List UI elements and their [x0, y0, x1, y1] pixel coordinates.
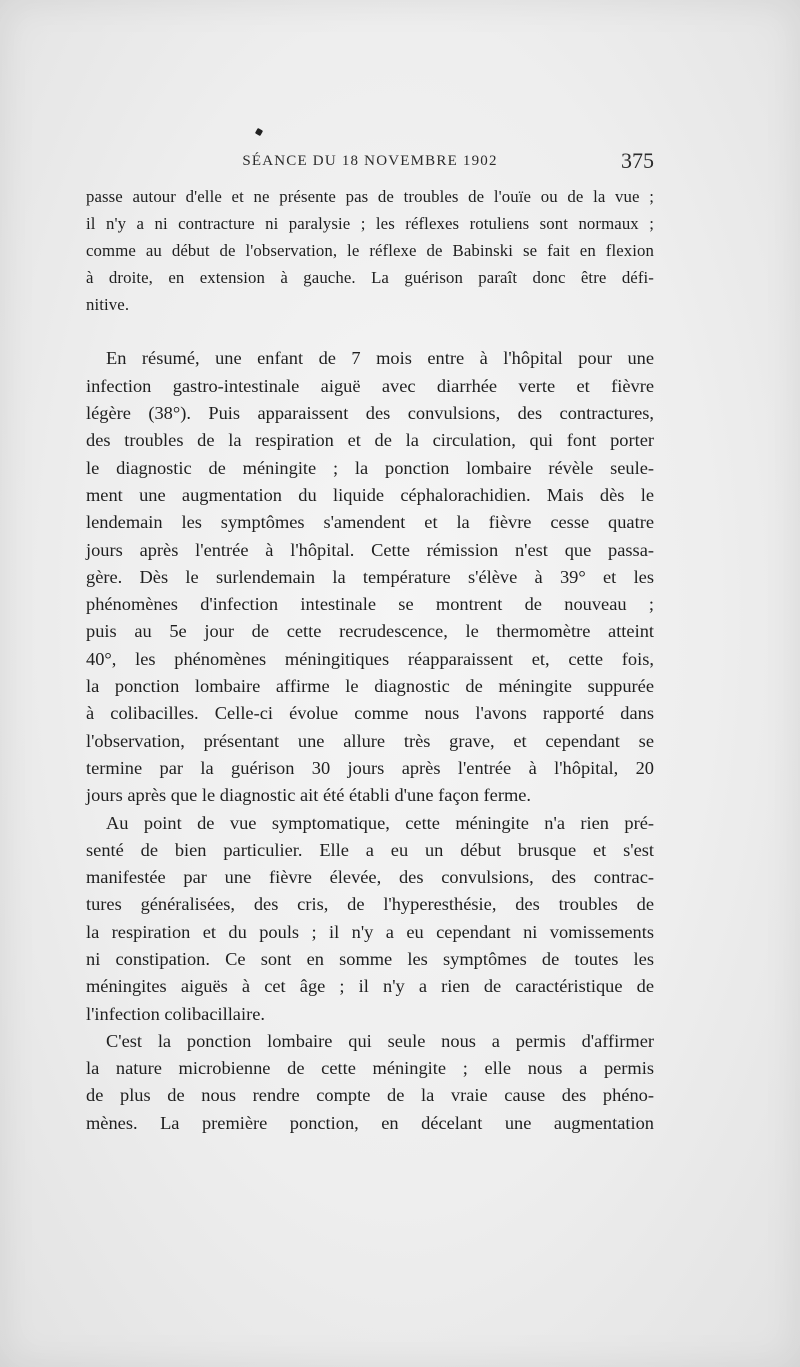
paragraph-resume: [86, 345, 654, 809]
body-text: [86, 183, 654, 1137]
paragraph-continuation: [86, 183, 654, 318]
text-line: méningites aiguës à cet âge ; il n'y a rien de caractéristique de: [86, 976, 654, 997]
text-line: termine par la guérison 30 jours après l'entrée à l'hôpital, 20: [86, 757, 654, 778]
text-line: nitive.: [86, 295, 130, 315]
text-line: la nature microbienne de cette méningite ; elle nous a permis: [86, 1058, 654, 1079]
text-line: tures généralisées, des cris, de l'hyperesthésie, des troubles de: [86, 894, 654, 915]
text-line: la ponction lombaire affirme le diagnostic de méningite suppurée: [86, 676, 654, 697]
text-line: de plus de nous rendre compte de la vraie cause des phéno-: [86, 1085, 654, 1106]
text-line: des troubles de la respiration et de la circulation, qui font porter: [86, 430, 654, 451]
paragraph-ponction: [86, 1028, 654, 1137]
text-line: le diagnostic de méningite ; la ponction lombaire révèle seule-: [86, 457, 654, 478]
text-line: l'infection colibacillaire.: [86, 1003, 265, 1024]
text-line: puis au 5e jour de cette recrudescence, le thermomètre atteint: [86, 621, 654, 642]
paragraph-spacer: [86, 318, 654, 345]
text-line: passe autour d'elle et ne présente pas de troubles de l'ouïe ou de la vue ;: [86, 187, 654, 206]
text-line: ment une augmentation du liquide céphalorachidien. Mais dès le: [86, 484, 654, 505]
text-line: il n'y a ni contracture ni paralysie ; les réflexes rotuliens sont normaux ;: [86, 214, 654, 234]
text-line: Au point de vue symptomatique, cette méningite n'a rien pré-: [106, 812, 654, 833]
text-line: la respiration et du pouls ; il n'y a eu cependant ni vomissements: [86, 921, 654, 942]
text-line: manifestée par une fièvre élevée, des convulsions, des contrac-: [86, 867, 654, 888]
page-number: 375: [621, 148, 654, 173]
text-line: jours après l'entrée à l'hôpital. Cette rémission n'est que passa-: [86, 539, 654, 560]
text-line: à colibacilles. Celle-ci évolue comme nous l'avons rapporté dans: [86, 703, 654, 724]
running-head: [86, 149, 654, 177]
text-line: ni constipation. Ce sont en somme les symptômes de toutes les: [86, 949, 654, 969]
text-line: l'observation, présentant une allure très grave, et cependant se: [86, 730, 654, 751]
text-line: C'est la ponction lombaire qui seule nous a permis d'affirmer: [106, 1030, 654, 1051]
text-line: senté de bien particulier. Elle a eu un début brusque et s'est: [86, 839, 654, 860]
text-line: phénomènes d'infection intestinale se montrent de nouveau ;: [86, 594, 654, 615]
text-line: infection gastro-intestinale aiguë avec diarrhée verte et fièvre: [86, 375, 654, 396]
text-line: 40°, les phénomènes méningitiques réapparaissent et, cette fois,: [86, 648, 654, 669]
printer-ornament-mark: [255, 128, 263, 136]
text-line: légère (38°). Puis apparaissent des convulsions, des contractures,: [86, 403, 654, 424]
text-line: à droite, en extension à gauche. La guérison paraît donc être défi-: [86, 268, 654, 288]
running-title: SÉANCE DU 18 NOVEMBRE 1902: [242, 153, 498, 169]
text-line: lendemain les symptômes s'amendent et la fièvre cesse quatre: [86, 512, 654, 533]
text-line: En résumé, une enfant de 7 mois entre à l'hôpital pour une: [106, 348, 654, 369]
paragraph-symptomatique: [86, 810, 654, 1028]
text-line: gère. Dès le surlendemain la température s'élève à 39° et les: [86, 566, 654, 587]
text-line: jours après que le diagnostic ait été établi d'une façon ferme.: [86, 785, 532, 806]
text-line: mènes. La première ponction, en décelant une augmentation: [86, 1112, 654, 1133]
text-line: comme au début de l'observation, le réflexe de Babinski se fait en flexion: [86, 241, 654, 261]
